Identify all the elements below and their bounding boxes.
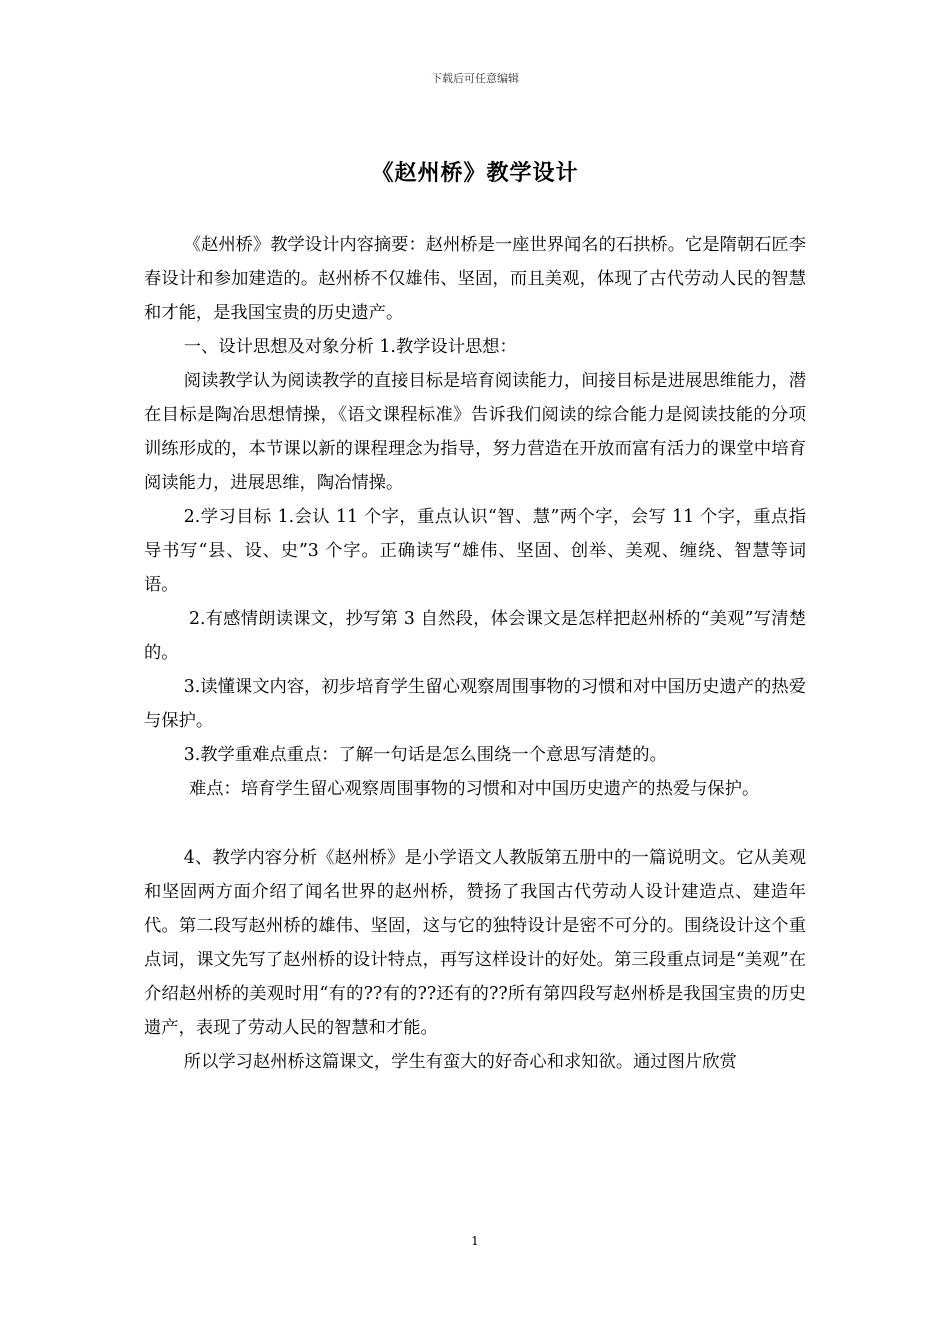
paragraph-abstract: 《赵州桥》教学设计内容摘要：赵州桥是一座世界闻名的石拱桥。它是隋朝石匠李春设计和参加建造的。赵州桥不仅雄伟、坚固，而且美观，体现了古代劳动人民的智慧和才能，是我国宝贵的历史遗产。 xyxy=(144,235,806,323)
paragraph-learning-goals: 2.学习目标 1.会认 11 个字，重点认识“智、慧”两个字，会写 11 个字，重点指导书写“县、设、史”3 个字。正确读写“雄伟、坚固、创举、美观、缠绕、智慧等词语。 xyxy=(144,507,806,595)
paragraph-key-points: 3.教学重难点重点：了解一句话是怎么围绕一个意思写清楚的。 xyxy=(183,745,667,765)
document-body xyxy=(144,228,806,1079)
paragraph-content-analysis: 4、教学内容分析《赵州桥》是小学语文人教版第五册中的一篇说明文。它从美观和坚固两方面介绍了闻名世界的赵州桥，赞扬了我国古代劳动人设计建造点、建造年代。第二段写赵州桥的雄伟、坚固，这与它的独特设计是密不可分的。围绕设计这个重点词，课文先写了赵州桥的设计特点，再写这样设计的好处。第三段重点词是“美观”在介绍赵州桥的美观时用“有的??有的??还有的??所有第四段写赵州桥是我国宝贵的历史遗产，表现了劳动人民的智慧和才能。 xyxy=(144,848,806,1038)
paragraph-section-heading: 一、设计思想及对象分析 1.教学设计思想： xyxy=(183,337,517,357)
paragraph-spacer xyxy=(144,806,806,841)
paragraph-difficulty: 难点：培育学生留心观察周围事物的习惯和对中国历史遗产的热爱与保护。 xyxy=(188,779,760,799)
paragraph-goal-3: 3.读懂课文内容，初步培育学生留心观察周围事物的习惯和对中国历史遗产的热爱与保护。 xyxy=(144,677,806,731)
document-title: 《赵州桥》教学设计 xyxy=(371,160,579,186)
header-note: 下载后可任意编辑 xyxy=(431,72,519,85)
paragraph-continuation: 所以学习赵州桥这篇课文，学生有蛮大的好奇心和求知欲。通过图片欣赏 xyxy=(183,1052,737,1072)
paragraph-design-thought: 阅读教学认为阅读教学的直接目标是培育阅读能力，间接目标是进展思维能力，潜在目标是陶冶思想情操，《语文课程标准》告诉我们阅读的综合能力是阅读技能的分项训练形成的，本节课以新的课程理念为指导，努力营造在开放而富有活力的课堂中培育阅读能力，进展思维，陶冶情操。 xyxy=(144,371,806,493)
page-number: 1 xyxy=(471,1234,479,1248)
paragraph-goal-2: 2.有感情朗读课文，抄写第 3 自然段，体会课文是怎样把赵州桥的“美观”写清楚的。 xyxy=(144,609,806,663)
